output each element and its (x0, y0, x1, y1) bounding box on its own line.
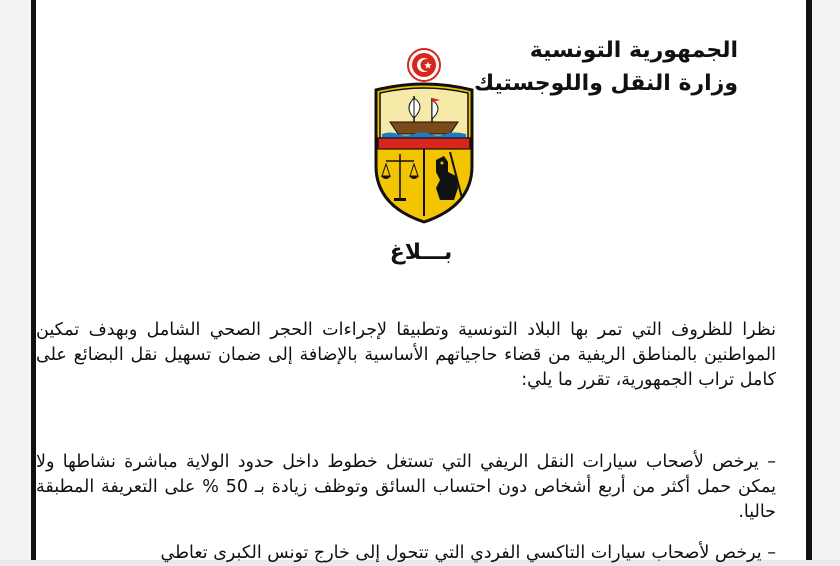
left-frame-border (0, 0, 36, 560)
ministry-header (474, 34, 738, 100)
header-line-2: وزارة النقل واللوجستيك (473, 71, 738, 96)
right-frame-border (806, 0, 840, 560)
intro-paragraph: نظرا للظروف التي تمر بها البلاد التونسية وتطبيقا لإجراءات الحجر الصحي الشامل وبهدف تمكين المواطنين بالمناطق الريفية من قضاء حاجياتهم الأساسية بالإضافة إلى ضمان تسهيل نقل البضائع على كامل تراب الجمهورية، تقرر ما يلي: (36, 320, 776, 390)
tunisia-coat-of-arms-icon (370, 48, 478, 224)
announcement-title: بـــلاغ (389, 240, 453, 265)
document-page (36, 0, 806, 563)
decision-item: – يرخص لأصحاب سيارات التاكسي الفردي التي تتحول إلى خارج تونس الكبرى تعاطي (160, 543, 776, 563)
decision-item: – يرخص لأصحاب سيارات النقل الريفي التي تستغل خطوط داخل حدود الولاية مباشرة نشاطها ولا يمكن حمل أكثر من أربع أشخاص دون احتساب السائق وتوظف زيادة بـ 50 % على التعريفة المطبقة حاليا. (36, 452, 776, 522)
header-line-1: الجمهورية التونسية (529, 38, 738, 63)
